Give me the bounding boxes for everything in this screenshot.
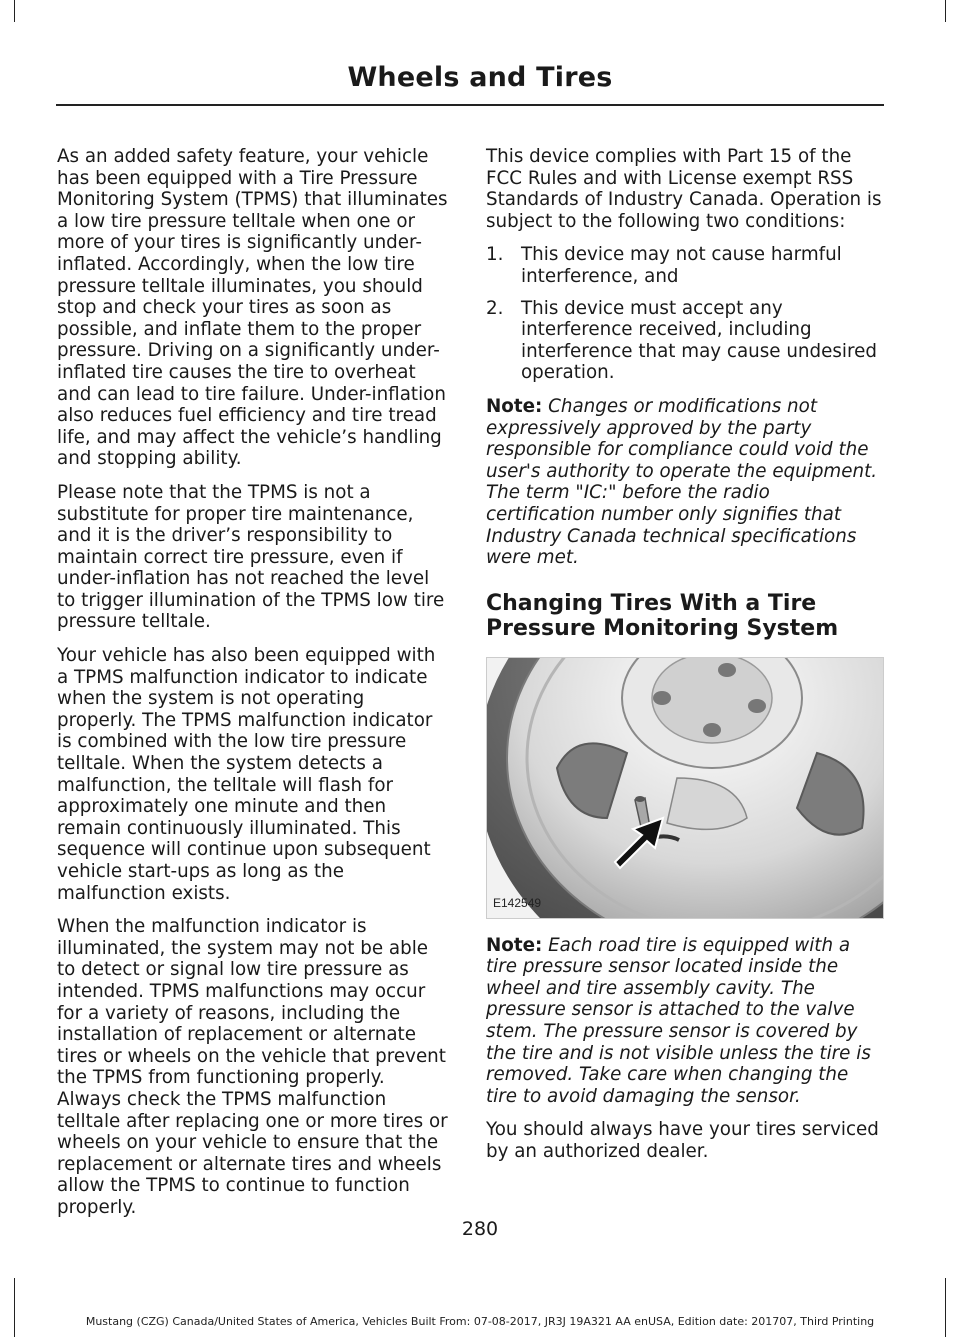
wheel-illustration (487, 658, 883, 918)
section-heading: Changing Tires With a Tire Pressure Monitoring System (486, 590, 839, 641)
list-item (486, 298, 884, 384)
footer-text: Mustang (CZG) Canada/United States of America, Vehicles Built From: 07-08-2017, JR3J 19A321 AA enUSA, Edition date: 201707, Third Printing (85, 1315, 875, 1328)
note-label: Note: (486, 395, 543, 417)
header-divider (56, 104, 884, 106)
paragraph-malfunction-indicator: Your vehicle has also been equipped with a TPMS malfunction indicator to indicate when the system is not operating properly. The TPMS malfunction indicator is combined with the low tire pressure telltale. When the system detects a malfunction, the telltale will flash for approximately one minute and then remain continuously illuminated. This sequence will continue upon subsequent vehicle start-ups as long as the malfunction exists. (57, 645, 436, 904)
list-item-text: This device must accept any interference received, including interference that may cause undesired operation. (521, 297, 877, 384)
list-item (486, 244, 884, 287)
note-text: Each road tire is equipped with a tire pressure sensor located inside the wheel and tire assembly cavity. The pressure sensor is attached to the valve stem. The pressure sensor is covered by the tire and is not visible unless the tire is removed. Take care when changing the tire to avoid damaging the sensor. (486, 934, 871, 1107)
list-item-text: This device may not cause harmful interference, and (521, 244, 842, 287)
page-number: 280 (461, 1218, 499, 1240)
note-label: Note: (486, 934, 543, 956)
note-text: Changes or modifications not expressively approved by the party responsible for compliance could void the user's authority to operate the equipment. The term "IC:" before the radio certification number only signifies that Industry Canada technical specifications were met. (486, 395, 878, 569)
paragraph-fcc-intro: This device complies with Part 15 of the FCC Rules and with License exempt RSS Standards of Industry Canada. Operation is subject to the following two conditions: (486, 146, 882, 232)
paragraph-service: You should always have your tires serviced by an authorized dealer. (486, 1119, 879, 1163)
conditions-list (486, 244, 884, 384)
crop-mark-bottom-left-v (14, 1278, 15, 1337)
paragraph-malfunction-causes: When the malfunction indicator is illuminated, the system may not be able to detect or signal low tire pressure as intended. TPMS malfunctions may occur for a variety of reasons, including the installation of replacement or alternate tires or wheels on the vehicle that prevent the TPMS from functioning properly. Always check the TPMS malfunction telltale after replacing one or more tires or wheels on your vehicle to ensure that the replacement or alternate tires and wheels allow the TPMS to continue to function properly. (57, 916, 448, 1218)
list-item-number: 2. (486, 297, 504, 319)
page-title: Wheels and Tires (347, 62, 613, 93)
left-column (57, 146, 449, 1231)
figure-code: E142549 (493, 896, 542, 911)
wheel-valve-figure (486, 657, 884, 919)
paragraph-tpms-intro: As an added safety feature, your vehicle has been equipped with a Tire Pressure Monitoring System (TPMS) that illuminates a low tire pressure telltale when one or more of your tires is significantly under-inflated. Accordingly, when the low tire pressure telltale illuminates, you should stop and check your tires as soon as possible, and inflate them to the proper pressure. Driving on a significantly under-inflated tire causes the tire to overheat and can lead to tire failure. Under-inflation also reduces fuel efficiency and tire tread life, and may affect the vehicle’s handling and stopping ability. (57, 146, 448, 470)
crop-mark-bottom-right-v (945, 1278, 946, 1337)
note-fcc (486, 396, 884, 569)
crop-mark-top-left-v (14, 0, 15, 22)
crop-mark-top-right-v (945, 0, 946, 22)
note-sensor (486, 935, 884, 1108)
list-item-number: 1. (486, 244, 504, 266)
paragraph-tpms-maintenance: Please note that the TPMS is not a substitute for proper tire maintenance, and it is the driver’s responsibility to maintain correct tire pressure, even if under-inflation has not reached the level to trigger illumination of the TPMS low tire pressure telltale. (57, 481, 445, 633)
right-column (486, 146, 884, 1175)
